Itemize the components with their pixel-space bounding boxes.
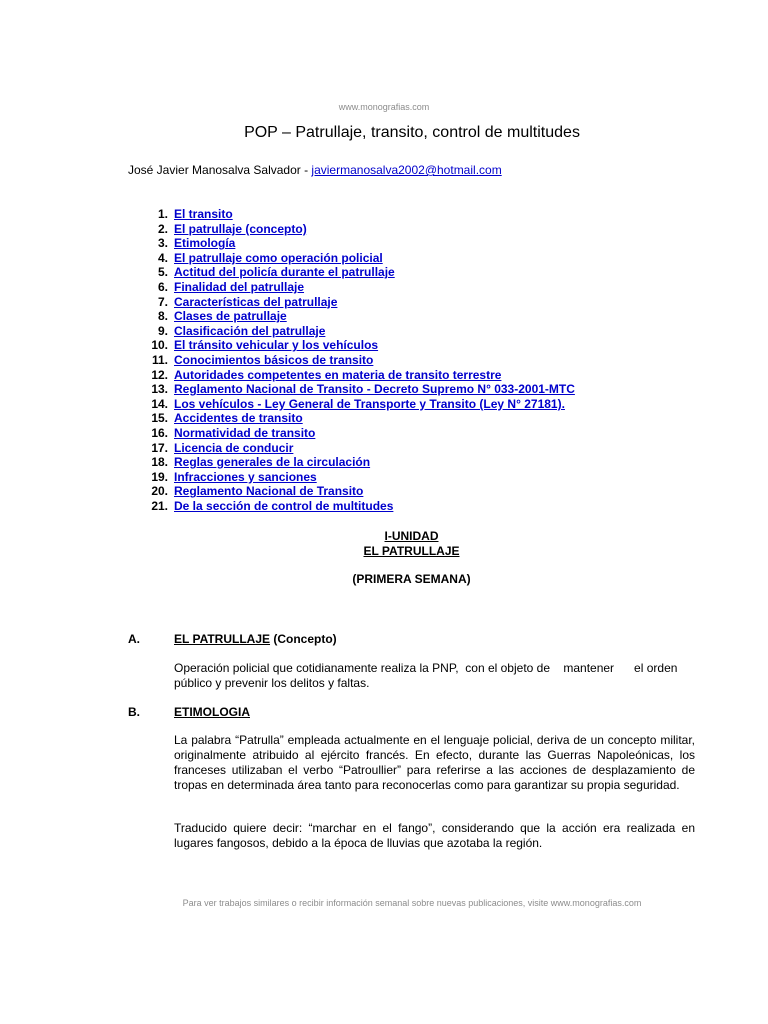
toc-item-link[interactable]: El transito xyxy=(174,207,233,221)
toc-item-link[interactable]: El tránsito vehicular y los vehículos xyxy=(174,338,379,353)
page-footer: Para ver trabajos similares o recibir información semanal sobre nuevas publicaciones, visite www.monografias.com xyxy=(182,898,642,908)
toc-item-number: 7. xyxy=(157,294,168,309)
section-b-letter: B. xyxy=(128,705,140,719)
toc-item-number: 14. xyxy=(151,396,168,411)
toc-item-link[interactable]: Etimología xyxy=(174,236,236,251)
section-b-heading xyxy=(174,705,250,719)
toc-item xyxy=(128,207,575,222)
toc-item xyxy=(128,411,575,426)
toc-item-link[interactable]: Reglas generales de la circulación xyxy=(174,455,371,470)
toc-item-link[interactable]: De la sección de control de multitudes xyxy=(174,498,394,513)
section-a-title: EL PATRULLAJE xyxy=(174,632,271,646)
toc-item xyxy=(128,309,575,324)
site-header: www.monografias.com xyxy=(338,102,430,112)
toc-item xyxy=(128,251,575,266)
toc-item-link[interactable]: Actitud del policía durante el patrullaje xyxy=(174,265,395,280)
toc-item-number: 1. xyxy=(157,207,168,221)
section-a-subtitle: (Concepto) xyxy=(270,632,337,646)
toc-item-number: 19. xyxy=(151,469,168,484)
section-b-title: ETIMOLOGIA xyxy=(174,705,250,719)
section-b-paragraph-2: Traducido quiere decir: “marchar en el fango”, considerando que la acción era realizada en lugares fangosos, debido a la época de lluvias que azotaba la región. xyxy=(174,821,695,850)
toc-item xyxy=(128,280,575,295)
toc-item-number: 13. xyxy=(151,382,168,397)
toc-item xyxy=(128,368,575,383)
unit-heading xyxy=(128,529,695,559)
section-a-heading xyxy=(174,632,337,646)
toc-item-number: 10. xyxy=(151,338,168,353)
toc-item xyxy=(128,265,575,280)
toc-item-number: 8. xyxy=(157,309,168,324)
toc-item-number: 5. xyxy=(157,265,168,280)
toc-item-link[interactable]: Los vehículos - Ley General de Transporte y Transito (Ley N° 27181). xyxy=(174,396,565,411)
toc-item xyxy=(128,353,575,368)
toc-item xyxy=(128,426,575,441)
table-of-contents xyxy=(128,207,575,513)
toc-item xyxy=(128,499,575,514)
toc-item-number: 15. xyxy=(151,411,168,426)
toc-item xyxy=(128,338,575,353)
toc-item-number: 2. xyxy=(157,221,168,236)
toc-item-link[interactable]: Características del patrullaje xyxy=(174,294,338,309)
toc-item-link[interactable]: Normatividad de transito xyxy=(174,425,316,440)
toc-item-link[interactable]: Autoridades competentes en materia de transito terrestre xyxy=(174,367,502,382)
toc-item-number: 3. xyxy=(157,236,168,251)
toc-item-link[interactable]: Clases de patrullaje xyxy=(174,309,287,324)
toc-item xyxy=(128,236,575,251)
toc-item xyxy=(128,470,575,485)
toc-item-number: 21. xyxy=(151,498,168,513)
toc-item-link[interactable]: El patrullaje (concepto) xyxy=(174,221,307,236)
author-line xyxy=(128,163,502,177)
toc-item xyxy=(128,324,575,339)
toc-item xyxy=(128,382,575,397)
toc-item-link[interactable]: Accidentes de transito xyxy=(174,411,303,426)
toc-item-link[interactable]: Conocimientos básicos de transito xyxy=(174,352,374,367)
toc-item xyxy=(128,295,575,310)
toc-item-number: 17. xyxy=(151,440,168,455)
section-a-letter: A. xyxy=(128,632,140,646)
toc-item-number: 9. xyxy=(157,323,168,338)
document-title: POP – Patrullaje, transito, control de multitudes xyxy=(244,124,580,141)
toc-item-link[interactable]: Reglamento Nacional de Transito xyxy=(174,484,364,499)
toc-item xyxy=(128,484,575,499)
toc-item-number: 11. xyxy=(151,352,168,367)
toc-item-number: 20. xyxy=(151,484,168,499)
toc-item-link[interactable]: Infracciones y sanciones xyxy=(174,469,317,484)
toc-item xyxy=(128,397,575,412)
unit-week: (PRIMERA SEMANA) xyxy=(352,572,471,586)
toc-item-number: 18. xyxy=(151,455,168,470)
toc-item xyxy=(128,455,575,470)
toc-item xyxy=(128,222,575,237)
unit-number: I-UNIDAD xyxy=(384,529,439,543)
toc-item-link[interactable]: El patrullaje como operación policial xyxy=(174,250,383,265)
toc-item-number: 16. xyxy=(151,425,168,440)
unit-title: EL PATRULLAJE xyxy=(363,544,460,558)
toc-item-number: 12. xyxy=(151,367,168,382)
toc-item-link[interactable]: Licencia de conducir xyxy=(174,440,294,455)
toc-item xyxy=(128,441,575,456)
section-a-text: Operación policial que cotidianamente realiza la PNP, con el objeto de mantener el orden público y prevenir los delitos y faltas. xyxy=(174,661,681,690)
toc-item-link[interactable]: Reglamento Nacional de Transito - Decreto Supremo N° 033-2001-MTC xyxy=(174,382,575,397)
section-b-paragraph-1: La palabra “Patrulla” empleada actualmente en el lenguaje policial, deriva de un concepto militar, originalmente atribuido al ejército francés. En efecto, durante las Guerras Napoleónicas, los franceses utilizaban el verbo “Patroullier” para referirse a las acciones de desplazamiento de tropas en determinada área tanto para reconocerlas como para garantizar su propia seguridad. xyxy=(174,733,695,792)
toc-item-number: 6. xyxy=(157,279,168,294)
toc-item-link[interactable]: Finalidad del patrullaje xyxy=(174,279,305,294)
toc-item-number: 4. xyxy=(157,250,168,265)
toc-item-link[interactable]: Clasificación del patrullaje xyxy=(174,323,326,338)
author-email-link[interactable]: javiermanosalva2002@hotmail.com xyxy=(311,163,502,177)
author-name: José Javier Manosalva Salvador - xyxy=(128,163,312,177)
